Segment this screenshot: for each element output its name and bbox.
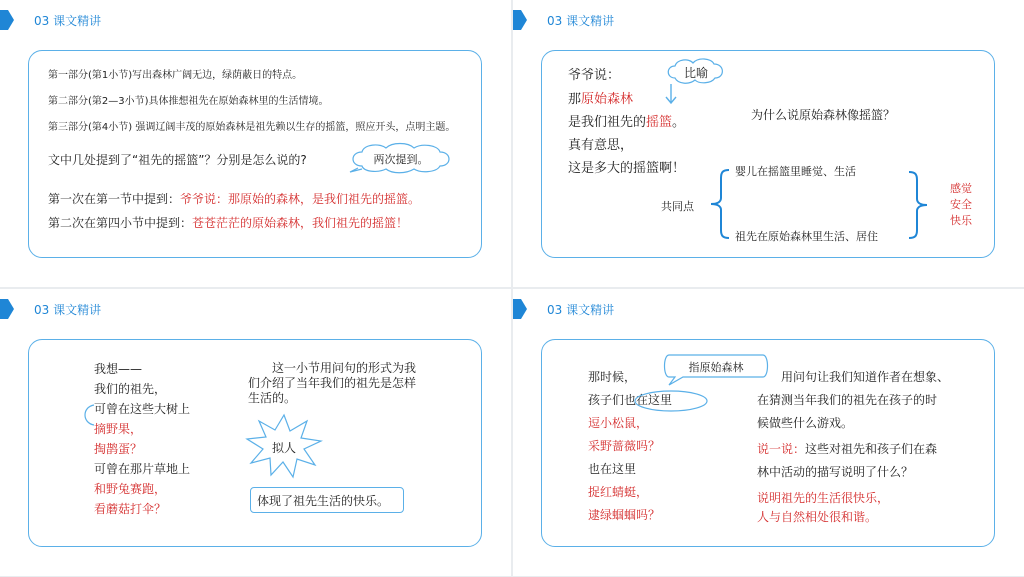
speech-bubble: [661, 353, 771, 387]
poem-line-3: [568, 111, 685, 130]
slide-1: [0, 0, 511, 287]
description: [248, 361, 416, 406]
highlight-cradle: 摇篮: [646, 115, 673, 130]
paragraph-3: 第三部分(第4小节) 强调辽阔丰茂的原始森林是祖先赖以生存的摇篮，照应开头，点明主题。: [48, 122, 456, 133]
answer-2: [48, 214, 408, 231]
poem-line: 和野兔赛跑，: [94, 482, 167, 496]
poem-line: 看蘑菇打伞？: [94, 502, 167, 516]
answer-line: 人与自然相处很和谐。: [757, 510, 878, 524]
poem-line: 捉红蜻蜓，: [588, 485, 649, 499]
discussion-line-2: 林中活动的描写说明了什么？: [757, 465, 914, 479]
desc-line: 用问句让我们知道作者在想象、: [781, 370, 950, 384]
poem-line: 摘野果，: [94, 422, 143, 436]
left-brace-icon: [703, 166, 733, 242]
ellipse-mark-icon: [633, 389, 709, 413]
answer-1: [48, 190, 420, 207]
cloud-bubble: [348, 142, 454, 176]
poem-line: 孩子们也在这里: [588, 393, 673, 407]
answer-1-label: 第一次在第一节中提到：: [48, 192, 181, 206]
bubble-text: 指原始森林: [688, 361, 744, 374]
question-text: 文中几处提到了“祖先的摇篮”？分别是怎么说的?: [48, 153, 307, 167]
poem-line: 也在这里: [588, 462, 637, 476]
burst-text: 拟人: [271, 441, 296, 455]
result-item: 快乐: [950, 214, 972, 227]
poem-line: 逮绿蝈蝈吗？: [588, 508, 661, 522]
common-label: 共同点: [661, 200, 694, 213]
arrow-down-icon: [663, 84, 679, 108]
poem-line: 那时候，: [588, 370, 637, 384]
poem-text: 。: [672, 115, 686, 130]
result-item: 安全: [950, 198, 972, 211]
question-text: 为什么说原始森林像摇篮？: [751, 108, 896, 122]
bubble-text: 两次提到。: [373, 153, 429, 166]
answer: [757, 489, 889, 527]
curve-mark-icon: [80, 403, 206, 427]
header-tab-icon: [513, 10, 527, 30]
desc-line: 在猜测当年我们的祖先在孩子的时: [757, 393, 938, 407]
burst-bubble: [245, 413, 323, 479]
bubble-text: 比喻: [683, 66, 708, 80]
slide-4: [513, 289, 1024, 576]
answer-1-quote: 爷爷说：那原始的森林，是我们祖先的摇篮。: [180, 192, 421, 206]
poem-line-2: [568, 88, 633, 107]
discussion: [757, 438, 937, 484]
result-list: [950, 181, 972, 229]
discussion-text: 这些对祖先和孩子们在森: [805, 442, 938, 456]
poem-line: 我们的祖先，: [94, 382, 167, 396]
description: [757, 366, 949, 435]
paragraph-2: 第二部分(第2—3小节)具体推想祖先在原始森林里的生活情境。: [48, 96, 329, 107]
poem-text: 是我们祖先的: [568, 115, 647, 130]
poem-line: 掏鹊蛋？: [94, 442, 143, 456]
poem-text: 那: [568, 92, 582, 107]
desc-line: 们介绍了当年我们的祖先是怎样: [248, 376, 417, 390]
common-item-2: 祖先在原始森林里生活、居住: [735, 230, 878, 243]
poem-line: 采野蔷薇吗？: [588, 439, 661, 453]
poem-line: 我想——: [94, 362, 143, 376]
poem-line-4: 真有意思，: [568, 138, 634, 153]
summary-box: 体现了祖先生活的快乐。: [250, 487, 404, 513]
slide-header: 03 课文精讲: [547, 303, 615, 317]
poem-line: 逗小松鼠，: [588, 416, 649, 430]
slide-3: [0, 289, 511, 576]
header-tab-icon: [0, 10, 14, 30]
answer-2-quote: 苍苍茫茫的原始森林，我们祖先的摇篮！: [192, 216, 409, 230]
poem-block: [94, 359, 190, 519]
poem-line-1: 爷爷说：: [568, 68, 621, 83]
poem-line: 可曾在这些大树上: [94, 402, 191, 416]
desc-line: 这一小节用问句的形式为我: [272, 361, 417, 375]
discussion-line-1: [757, 438, 937, 461]
slide-header: 03 课文精讲: [547, 14, 615, 28]
poem-line: 可曾在那片草地上: [94, 462, 191, 476]
common-item-1: 婴儿在摇篮里睡觉、生活: [735, 165, 856, 178]
highlight-forest: 原始森林: [581, 92, 634, 107]
answer-2-label: 第二次在第四小节中提到：: [48, 216, 193, 230]
header-tab-icon: [0, 299, 14, 319]
result-item: 感觉: [950, 182, 972, 195]
poem-line-5: 这是多大的摇篮啊！: [568, 161, 686, 176]
desc-line: 候做些什么游戏。: [757, 416, 854, 430]
slide-2: [513, 0, 1024, 287]
desc-line: 生活的。: [248, 391, 297, 405]
paragraph-1: 第一部分(第1小节)写出森林广阔无边，绿荫蔽日的特点。: [48, 70, 303, 81]
slide-header: 03 课文精讲: [34, 14, 102, 28]
discussion-label: 说一说：: [757, 442, 806, 456]
header-tab-icon: [513, 299, 527, 319]
answer-line: 说明祖先的生活很快乐，: [757, 491, 890, 505]
slide-header: 03 课文精讲: [34, 303, 102, 317]
right-brace-icon: [905, 168, 935, 242]
